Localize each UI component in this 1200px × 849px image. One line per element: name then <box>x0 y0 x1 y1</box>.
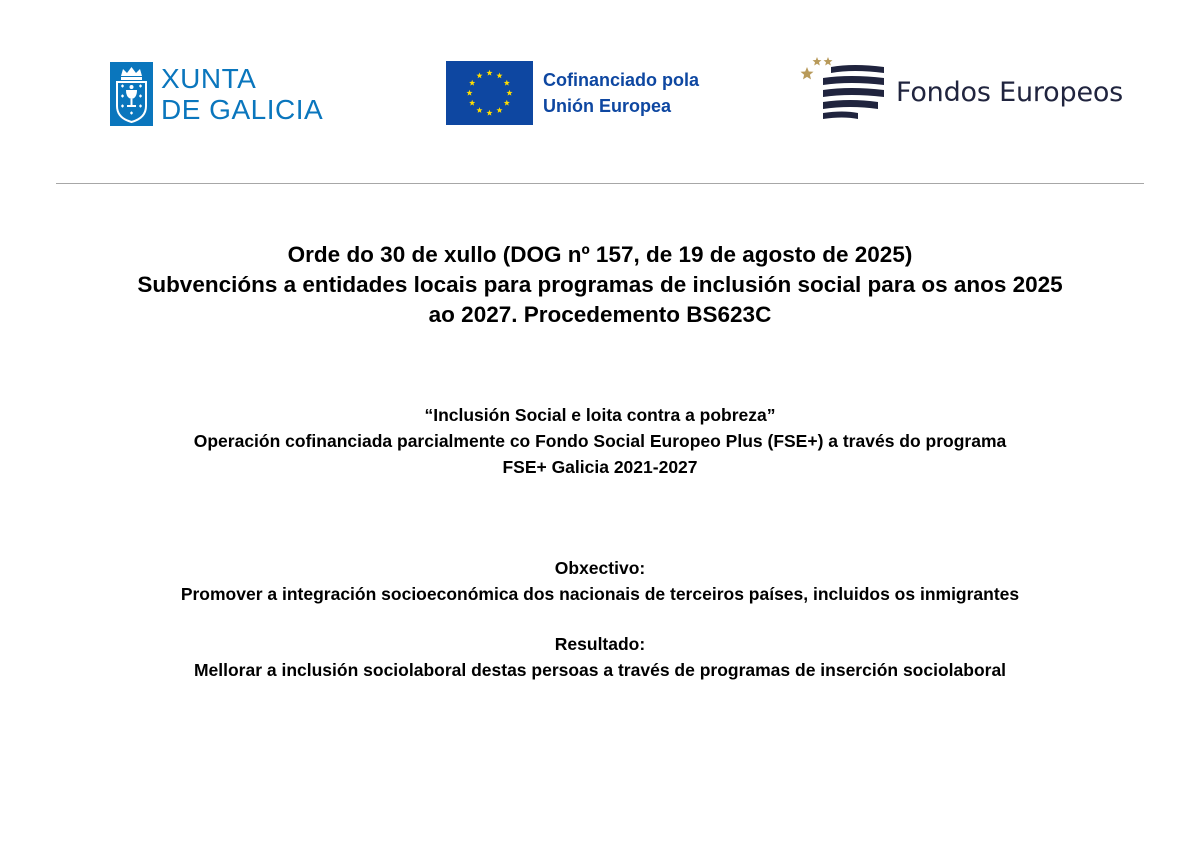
eu-line-1: Cofinanciado pola <box>543 70 700 90</box>
title-line-3: ao 2027. Procedemento BS623C <box>428 302 772 327</box>
objective-text: Promover a integración socioeconómica dos nacionais de terceiros países, incluidos os inmigrantes <box>180 584 1020 604</box>
fondos-europeos-wordmark: Fondos Europeos <box>896 76 1124 108</box>
xunta-wordmark <box>161 63 323 125</box>
objective-result-section <box>50 555 1150 683</box>
section-spacer <box>50 607 1150 631</box>
eu-wordmark <box>543 67 699 119</box>
eu-cofinanced-logo <box>446 61 699 125</box>
xunta-emblem-icon <box>110 62 153 126</box>
title-line-2: Subvencións a entidades locais para programas de inclusión social para os anos 2025 <box>137 272 1063 297</box>
xunta-line-1: XUNTA <box>161 63 257 94</box>
eu-flag-icon <box>446 61 533 125</box>
xunta-de-galicia-logo <box>110 60 323 128</box>
title-line-1: Orde do 30 de xullo (DOG nº 157, de 19 de agosto de 2025) <box>287 242 913 267</box>
header-divider <box>56 183 1144 184</box>
eu-line-2: Unión Europea <box>543 96 672 116</box>
objective-heading: Obxectivo: <box>554 558 646 578</box>
operation-description <box>50 402 1150 480</box>
fondos-europeos-emblem-icon <box>798 55 886 121</box>
fondos-europeos-logo <box>798 55 1123 121</box>
result-text: Mellorar a inclusión sociolaboral destas persoas a través de programas de inserción sociolaboral <box>193 660 1007 680</box>
operation-line-2: Operación cofinanciada parcialmente co Fondo Social Europeo Plus (FSE+) a través do programa <box>193 431 1007 451</box>
result-heading: Resultado: <box>554 634 646 654</box>
document-title <box>50 240 1150 330</box>
xunta-line-2: DE GALICIA <box>161 94 324 125</box>
operation-line-1: “Inclusión Social e loita contra a pobreza” <box>424 405 776 425</box>
operation-line-3: FSE+ Galicia 2021-2027 <box>502 457 698 477</box>
